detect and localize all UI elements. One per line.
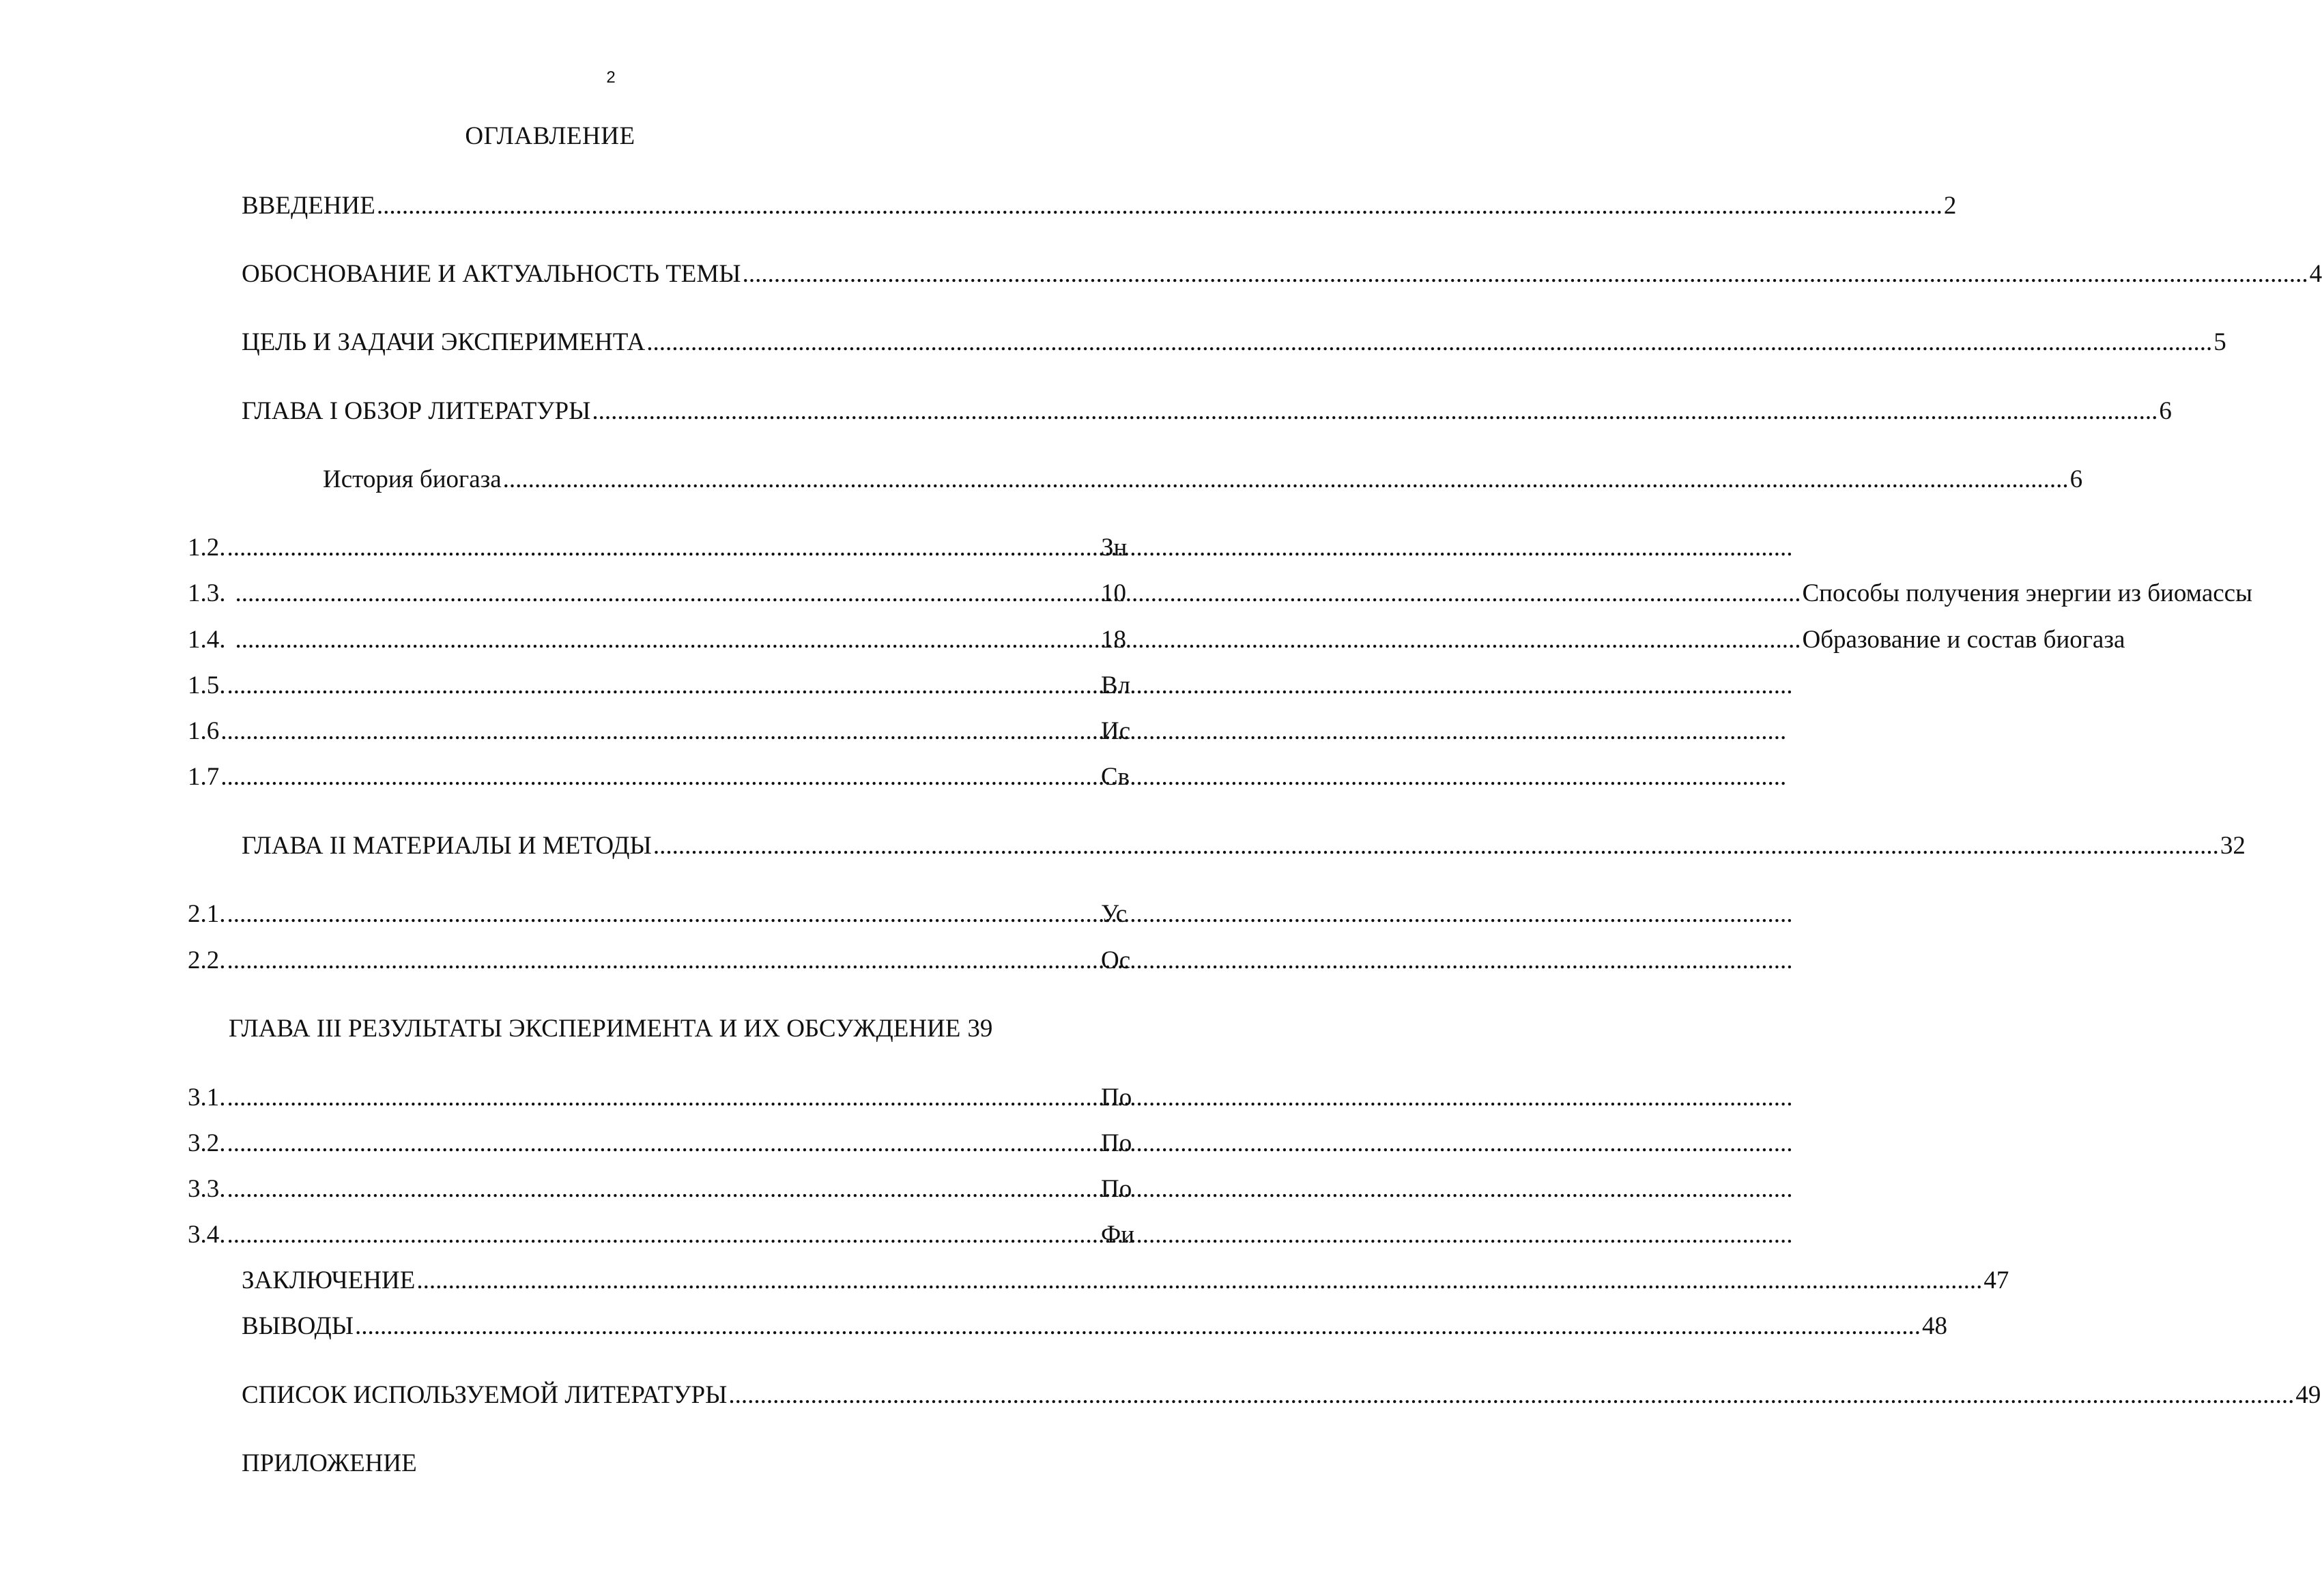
toc-entry-references[interactable] xyxy=(242,1380,2321,1410)
toc-section-3-4[interactable] xyxy=(188,1220,1042,1250)
toc-entry-appendix[interactable] xyxy=(242,1449,651,1479)
toc-entry-conclusion[interactable] xyxy=(242,1266,2009,1296)
toc-entry-page: 2 xyxy=(1943,192,1957,220)
section-page-fragment: Вл xyxy=(1101,671,1131,699)
toc-entry-goals[interactable] xyxy=(242,328,2226,358)
toc-entry-label: ЦЕЛЬ И ЗАДАЧИ ЭКСПЕРИМЕНТА xyxy=(242,328,646,356)
dot-leader xyxy=(503,465,2069,495)
toc-entry-findings[interactable] xyxy=(242,1311,1948,1341)
section-page-fragment: Зн xyxy=(1101,534,1128,562)
toc-entry-page: 6 xyxy=(2159,397,2172,425)
section-page-fragment: 10 xyxy=(1101,579,1126,607)
toc-section-2-1[interactable] xyxy=(188,899,1042,929)
dot-leader xyxy=(220,716,1786,746)
section-page-fragment: 18 xyxy=(1101,626,1126,654)
section-number: 3.4. xyxy=(188,1221,226,1249)
section-number: 3.1. xyxy=(188,1084,226,1112)
toc-entry-page: 6 xyxy=(2069,465,2083,493)
dot-leader xyxy=(235,625,1801,655)
section-page-fragment: По xyxy=(1101,1129,1132,1157)
section-number: 1.5. xyxy=(188,671,226,699)
section-page-fragment: По xyxy=(1101,1175,1132,1203)
toc-entry-page: 4 xyxy=(2309,260,2322,288)
section-number: 3.2. xyxy=(188,1129,226,1157)
dot-leader xyxy=(227,1174,1793,1204)
toc-entry-biogas-history[interactable] xyxy=(323,465,2083,495)
toc-entry-label: ЗАКЛЮЧЕНИЕ xyxy=(242,1266,416,1294)
dot-leader xyxy=(653,831,2219,861)
section-number: 2.1. xyxy=(188,900,226,928)
toc-entry-relevance[interactable] xyxy=(242,259,2322,289)
toc-entry-label: СПИСОК ИСПОЛЬЗУЕМОЙ ЛИТЕРАТУРЫ xyxy=(242,1381,728,1409)
toc-entry-label: ОБОСНОВАНИЕ И АКТУАЛЬНОСТЬ ТЕМЫ xyxy=(242,260,741,288)
dot-leader xyxy=(227,946,1793,976)
section-number: 3.3. xyxy=(188,1175,226,1203)
toc-entry-chapter-2[interactable] xyxy=(242,831,2246,861)
toc-entry-label: ГЛАВА III РЕЗУЛЬТАТЫ ЭКСПЕРИМЕНТА И ИХ ОБСУЖДЕНИЕ xyxy=(229,1015,961,1043)
dot-leader xyxy=(646,328,2212,358)
toc-entry-label: ГЛАВА II МАТЕРИАЛЫ И МЕТОДЫ xyxy=(242,832,652,860)
section-number: 1.6 xyxy=(188,717,220,745)
toc-entry-label: ГЛАВА I ОБЗОР ЛИТЕРАТУРЫ xyxy=(242,397,591,425)
toc-entry-chapter-1[interactable] xyxy=(242,396,2172,426)
section-number: 1.4. xyxy=(188,626,226,654)
page-title: ОГЛАВЛЕНИЕ xyxy=(465,122,635,150)
toc-section-1-7[interactable] xyxy=(188,762,1042,792)
dot-leader xyxy=(227,1129,1793,1159)
section-page-fragment: По xyxy=(1101,1084,1132,1112)
dot-leader xyxy=(227,1083,1793,1113)
dot-leader xyxy=(355,1311,1921,1341)
section-title: Способы получения энергии из биомассы xyxy=(1802,579,2252,607)
dot-leader xyxy=(743,259,2308,289)
dot-leader xyxy=(227,533,1793,563)
page-number: 2 xyxy=(606,68,616,87)
toc-entry-page: 32 xyxy=(2220,832,2246,860)
toc-entry-page: 49 xyxy=(2295,1381,2321,1409)
section-number: 1.3. xyxy=(188,579,226,607)
dot-leader xyxy=(227,671,1793,701)
section-title: Образование и состав биогаза xyxy=(1802,626,2125,654)
toc-entry-introduction[interactable] xyxy=(242,191,1957,221)
toc-entry-label: ВВЕДЕНИЕ xyxy=(242,192,375,220)
toc-entry-chapter-3[interactable] xyxy=(229,1014,1055,1044)
toc-entry-page: 5 xyxy=(2213,328,2226,356)
section-page-fragment: Ис xyxy=(1101,717,1131,745)
section-number: 2.2. xyxy=(188,946,226,974)
toc-entry-label: ПРИЛОЖЕНИЕ xyxy=(242,1449,417,1477)
dot-leader xyxy=(592,396,2158,426)
toc-section-1-5[interactable] xyxy=(188,671,1042,701)
dot-leader xyxy=(235,579,1801,609)
toc-entry-page: 48 xyxy=(1922,1312,1948,1340)
section-number: 1.2. xyxy=(188,534,226,562)
section-page-fragment: Ос xyxy=(1101,946,1131,974)
dot-leader xyxy=(728,1380,2294,1410)
toc-section-2-2[interactable] xyxy=(188,946,1042,976)
section-page-fragment: Ус xyxy=(1101,900,1128,928)
toc-section-1-6[interactable] xyxy=(188,716,1042,746)
dot-leader xyxy=(377,191,1943,221)
section-page-fragment: Св xyxy=(1101,763,1130,791)
dot-leader xyxy=(227,899,1793,929)
section-page-fragment: Фи xyxy=(1101,1221,1135,1249)
toc-entry-page: 47 xyxy=(1983,1266,2009,1294)
toc-section-3-3[interactable] xyxy=(188,1174,1042,1204)
toc-entry-label: История биогаза xyxy=(323,465,502,493)
section-number: 1.7 xyxy=(188,763,220,791)
toc-section-3-2[interactable] xyxy=(188,1129,1042,1159)
dot-leader xyxy=(416,1266,1982,1296)
toc-entry-label: ВЫВОДЫ xyxy=(242,1312,354,1340)
toc-section-3-1[interactable] xyxy=(188,1083,1042,1113)
toc-section-1-2[interactable] xyxy=(188,533,1042,563)
dot-leader xyxy=(220,762,1786,792)
dot-leader xyxy=(227,1220,1793,1250)
toc-entry-page: 39 xyxy=(967,1015,993,1043)
